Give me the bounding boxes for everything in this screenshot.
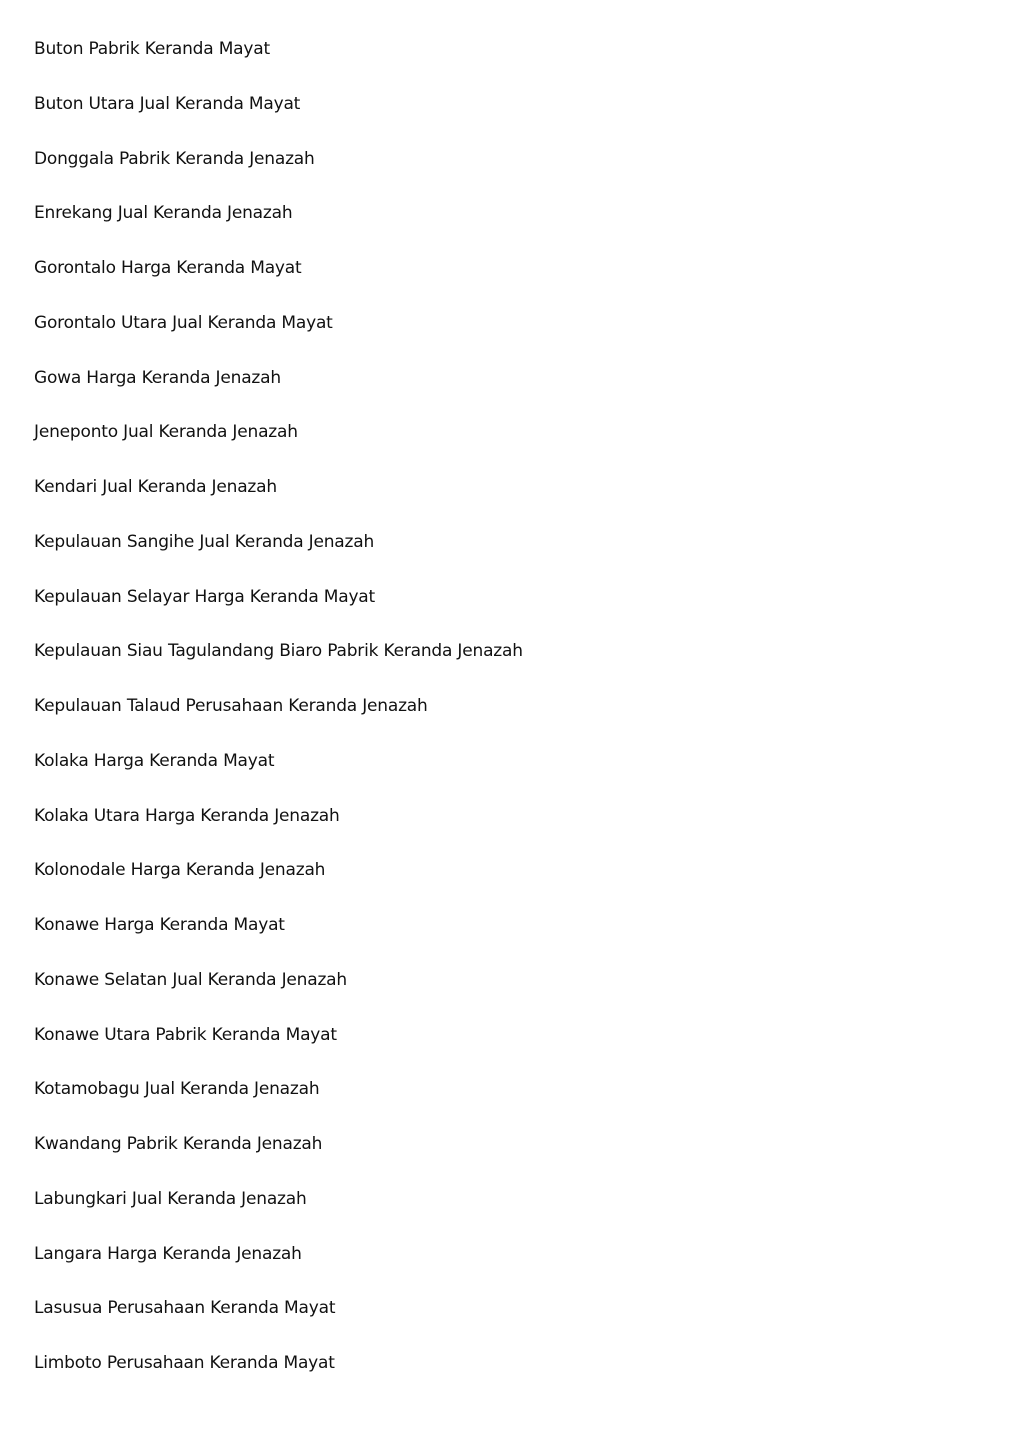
list-item: Gorontalo Utara Jual Keranda Mayat — [34, 312, 333, 333]
list-item: Konawe Selatan Jual Keranda Jenazah — [34, 969, 347, 990]
list-item: Kepulauan Selayar Harga Keranda Mayat — [34, 586, 375, 607]
list-item: Konawe Utara Pabrik Keranda Mayat — [34, 1024, 337, 1045]
list-item: Buton Pabrik Keranda Mayat — [34, 39, 270, 59]
list-item: Kepulauan Sangihe Jual Keranda Jenazah — [34, 531, 375, 552]
list-item: Kendari Jual Keranda Jenazah — [34, 477, 277, 497]
list-item: Konawe Harga Keranda Mayat — [34, 915, 285, 935]
list-item: Kepulauan Talaud Perusahaan Keranda Jenazah — [34, 696, 428, 716]
list-item: Donggala Pabrik Keranda Jenazah — [34, 148, 315, 169]
list-item: Kotamobagu Jual Keranda Jenazah — [34, 1079, 320, 1100]
list-item: Kwandang Pabrik Keranda Jenazah — [34, 1134, 323, 1154]
list-item: Buton Utara Jual Keranda Mayat — [34, 93, 301, 114]
keyword-list — [34, 37, 523, 1406]
list-item: Jeneponto Jual Keranda Jenazah — [34, 422, 298, 443]
list-item: Kolaka Harga Keranda Mayat — [34, 750, 275, 771]
list-item: Lasusua Perusahaan Keranda Mayat — [34, 1298, 336, 1319]
list-item: Enrekang Jual Keranda Jenazah — [34, 203, 293, 224]
list-item: Langara Harga Keranda Jenazah — [34, 1243, 302, 1264]
list-item: Kolaka Utara Harga Keranda Jenazah — [34, 805, 340, 826]
list-item: Limboto Perusahaan Keranda Mayat — [34, 1353, 335, 1373]
list-item: Gorontalo Harga Keranda Mayat — [34, 258, 302, 278]
list-item: Kolonodale Harga Keranda Jenazah — [34, 860, 326, 881]
list-item: Kepulauan Siau Tagulandang Biaro Pabrik Keranda Jenazah — [34, 641, 523, 662]
list-item: Gowa Harga Keranda Jenazah — [34, 367, 281, 388]
list-item: Labungkari Jual Keranda Jenazah — [34, 1188, 307, 1209]
